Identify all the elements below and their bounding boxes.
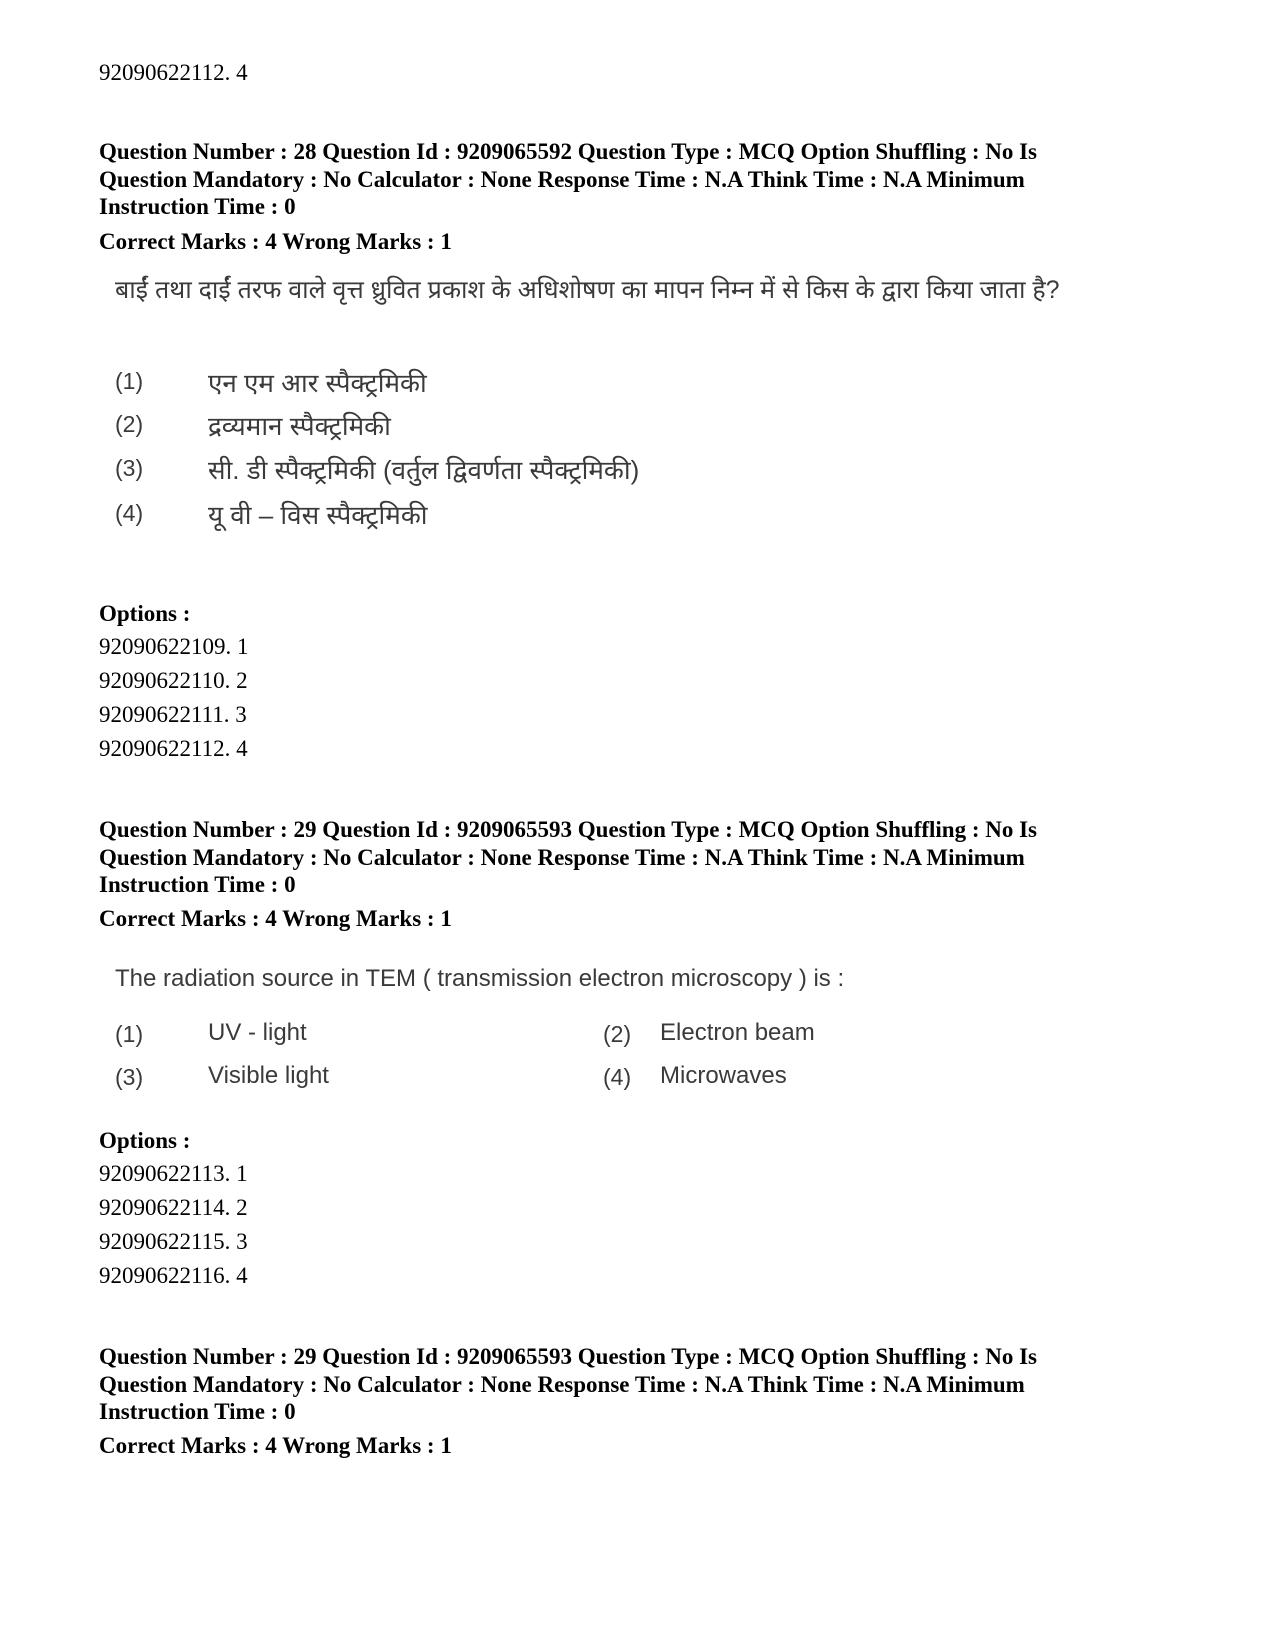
q28-choice-text: एन एम आर स्पैक्ट्रमिकी — [208, 368, 427, 398]
q28-options-label: Options : — [99, 601, 191, 626]
q29-option-id: 92090622116. 4 — [99, 1263, 248, 1288]
q28-question-text: बाईं तथा दाईं तरफ वाले वृत्त ध्रुवित प्रकाश के अधिशोषण का मापन निम्न में से किस के द्वारा किया जाता है? — [115, 276, 1060, 304]
q29-choice-number: (1) — [115, 1021, 144, 1047]
q29-option-id: 92090622114. 2 — [99, 1195, 248, 1220]
q29-marks: Correct Marks : 4 Wrong Marks : 1 — [99, 906, 452, 931]
q28-marks: Correct Marks : 4 Wrong Marks : 1 — [99, 229, 452, 254]
q28-option-id: 92090622112. 4 — [99, 736, 248, 761]
q29-choice-text: Electron beam — [660, 1019, 815, 1046]
q29-option-id: 92090622113. 1 — [99, 1161, 248, 1186]
q28-meta: Question Number : 28 Question Id : 9209065592 Question Type : MCQ Option Shuffling : No Is Question Mandatory : No Calculator : None Response Time : N.A Think Time : N.A Minimum Instruction Time : 0 — [99, 139, 1038, 219]
q29-choice-number: (3) — [115, 1064, 144, 1090]
q28-option-id: 92090622111. 3 — [99, 702, 247, 727]
q29-choice-number: (4) — [603, 1064, 632, 1090]
q28-choice-text: सी. डी स्पैक्ट्रमिकी (वर्तुल द्विवर्णता स्पैक्ट्रमिकी) — [208, 455, 640, 485]
q29-option-id: 92090622115. 3 — [99, 1229, 248, 1254]
q29-meta: Question Number : 29 Question Id : 9209065593 Question Type : MCQ Option Shuffling : No Is Question Mandatory : No Calculator : None Response Time : N.A Think Time : N.A Minimum Instruction Time : 0 — [99, 817, 1038, 897]
q28-option-id: 92090622109. 1 — [99, 634, 249, 659]
q28-choice-number: (3) — [115, 455, 144, 481]
q29-options-label: Options : — [99, 1128, 191, 1153]
q29b-marks: Correct Marks : 4 Wrong Marks : 1 — [99, 1433, 452, 1458]
q29-question-text: The radiation source in TEM ( transmission electron microscopy ) is : — [115, 965, 845, 992]
q29-choice-text: Visible light — [208, 1062, 329, 1089]
q28-choice-text: द्रव्यमान स्पैक्ट्रमिकी — [208, 411, 391, 441]
q28-choice-number: (2) — [115, 411, 144, 437]
q29b-meta: Question Number : 29 Question Id : 9209065593 Question Type : MCQ Option Shuffling : No Is Question Mandatory : No Calculator : None Response Time : N.A Think Time : N.A Minimum Instruction Time : 0 — [99, 1344, 1038, 1424]
q28-choice-number: (4) — [115, 500, 144, 526]
q28-option-id: 92090622110. 2 — [99, 668, 248, 693]
previous-option-line: 92090622112. 4 — [99, 60, 248, 85]
q29-choice-number: (2) — [603, 1021, 632, 1047]
q28-choice-number: (1) — [115, 368, 144, 394]
q29-choice-text: Microwaves — [660, 1062, 787, 1089]
q29-choice-text: UV - light — [208, 1019, 307, 1046]
q28-choice-text: यू वी – विस स्पैक्ट्रमिकी — [208, 500, 428, 530]
